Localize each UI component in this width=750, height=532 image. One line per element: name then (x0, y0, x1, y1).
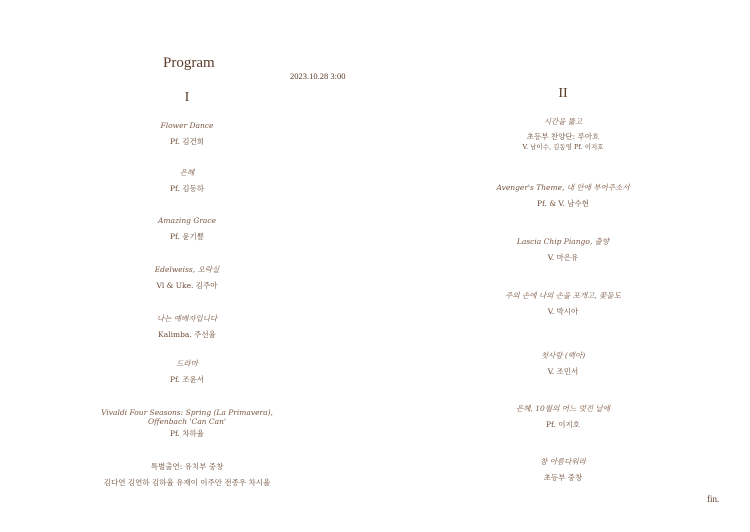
performer: Pf. & V. 남수현 (537, 199, 589, 208)
piece-title: Amazing Grace (157, 216, 217, 225)
performer: 초등부 찬양단: 루아흐 (526, 132, 600, 141)
piece-title: Lascia Chip Piango, 출향 (516, 237, 610, 246)
program-item (453, 404, 673, 430)
page-title: Program (163, 55, 215, 71)
piece-title: 나는 예배자입니다 (156, 314, 218, 323)
piece-title: 드라마 (176, 359, 198, 368)
program-item (77, 359, 297, 385)
performer: V. 조민서 (547, 367, 579, 376)
performer: Vl & Uke. 김주아 (156, 281, 218, 290)
piece-title: 은혜, 10월의 어느 멋진 날에 (516, 404, 610, 413)
program-item (453, 457, 673, 483)
program-item (453, 291, 673, 317)
concert-date: 2023.10.28 3:00 (290, 71, 346, 81)
fin-label: fin. (707, 494, 720, 504)
program-item (453, 351, 673, 377)
part-one-heading: I (184, 90, 190, 105)
piece-title: Flower Dance (160, 121, 214, 130)
program-item (77, 216, 297, 242)
piece-title: 첫사랑 (백아) (540, 351, 586, 360)
part-two-heading: II (558, 86, 568, 101)
special-title: 특별출연: 유치부 중창 (150, 462, 224, 471)
program-item (453, 183, 673, 209)
program-item (77, 314, 297, 340)
piece-title: Avenger's Theme, 내 안에 부어주소서 (496, 183, 630, 192)
program-item (77, 168, 297, 194)
program-item (453, 117, 673, 152)
special-appearance (77, 462, 297, 487)
program-item (453, 237, 673, 263)
performer: Pf. 김동하 (169, 184, 205, 193)
program-item (77, 265, 297, 291)
piece-title: 참 아름다워라 (540, 457, 586, 466)
program-item (77, 121, 297, 147)
performer: Pf. 조윤서 (169, 375, 205, 384)
performer: V. 박시아 (547, 307, 579, 316)
performer-detail: V. 남이수, 김동영 Pf. 이지호 (522, 143, 604, 151)
program-item (77, 408, 297, 439)
piece-title: 주의 손에 나의 손을 포개고, 꽃들도 (505, 291, 621, 300)
performer: 초등부 중창 (543, 473, 583, 482)
performer: Pf. 차하율 (169, 429, 205, 438)
performer: Pf. 이지호 (545, 420, 581, 429)
performer: Kalimba. 주선율 (158, 330, 216, 339)
performer: Pf. 윤기쁨 (169, 232, 205, 241)
piece-title: Vivaldi Four Seasons: Spring (La Primavera), (101, 408, 273, 417)
performer: V. 마은유 (547, 253, 579, 262)
piece-title: Edelweiss, 오락실 (154, 265, 220, 274)
performer: Pf. 김건희 (169, 137, 205, 146)
special-members: 김다연 김연하 김하율 유재이 이주안 전종우 차시율 (103, 478, 271, 487)
piece-title-line-2: Offenbach 'Can Can' (147, 417, 226, 426)
piece-title: 은혜 (179, 168, 195, 177)
piece-title: 시간을 뚫고 (543, 117, 583, 126)
